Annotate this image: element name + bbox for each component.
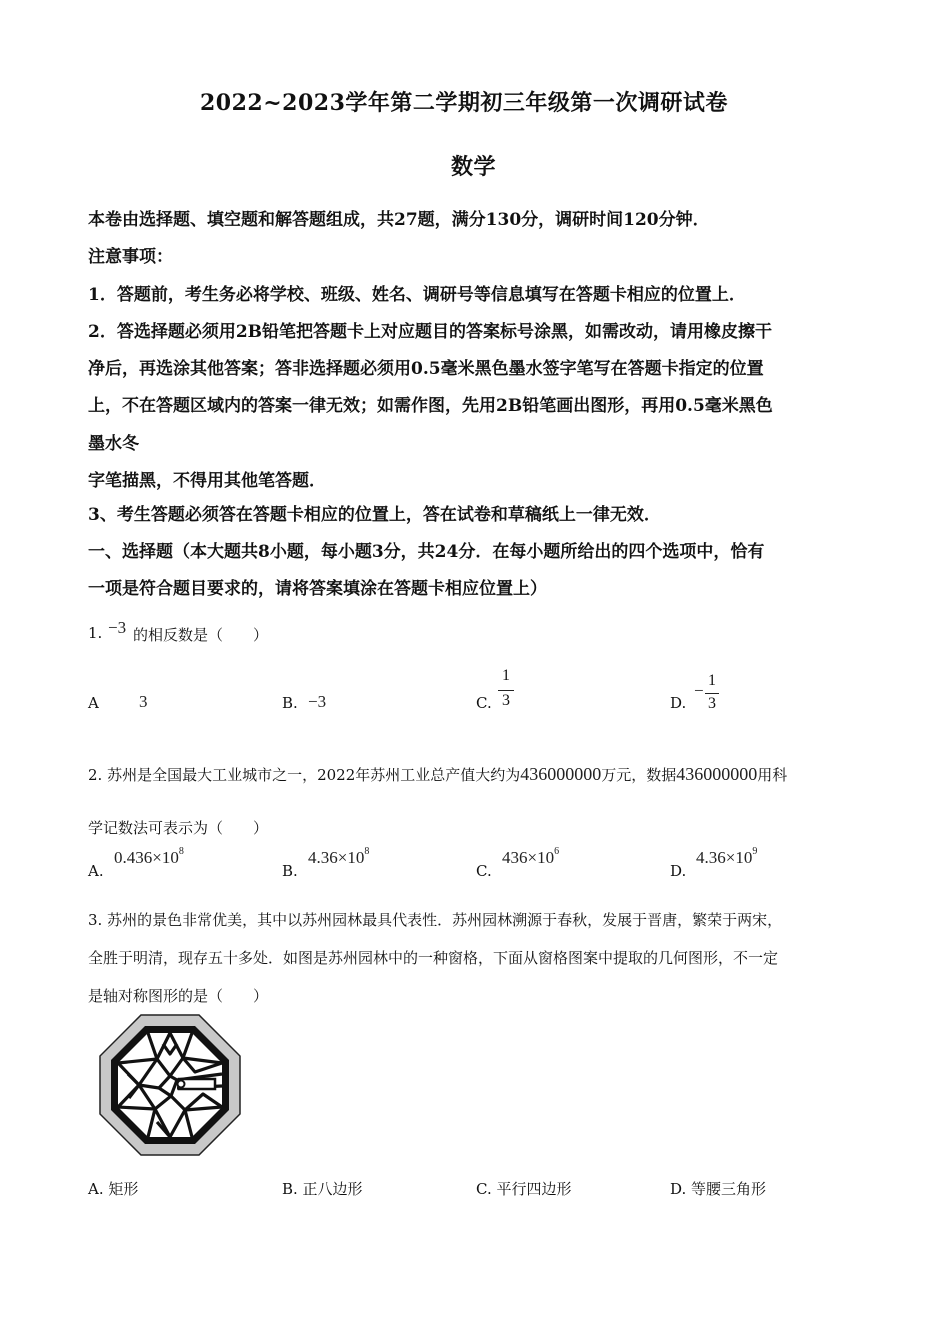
fraction-denominator: 3 bbox=[502, 692, 510, 709]
q3-option-b: B. 正八边形 bbox=[282, 1180, 363, 1198]
q2-text-b: 万元，数据 bbox=[601, 766, 677, 784]
q1-option-d-sign: − bbox=[694, 681, 704, 700]
q2-option-b-value bbox=[308, 848, 369, 868]
fraction-numerator: 1 bbox=[502, 667, 510, 684]
q1-option-a-label: A bbox=[88, 694, 99, 712]
fraction-numerator: 1 bbox=[708, 672, 716, 689]
q1-option-c-fraction bbox=[498, 667, 514, 713]
intro-text: 本卷由选择题、填空题和解答题组成，共27题，满分130分，调研时间120分钟． bbox=[88, 210, 710, 230]
q1-option-c-label: C. bbox=[476, 694, 492, 712]
fraction-bar bbox=[498, 690, 514, 691]
garden-window-lattice-figure bbox=[99, 1014, 241, 1156]
q1-text: 的相反数是（ ） bbox=[133, 626, 269, 644]
notice-item-1: 1．答题前，考生务必将学校、班级、姓名、调研号等信息填写在答题卡相应的位置上． bbox=[88, 285, 746, 305]
q2-option-a-label: A. bbox=[88, 862, 104, 880]
q3-option-d: D. 等腰三角形 bbox=[670, 1180, 767, 1198]
q2-text-c: 用科 bbox=[757, 766, 788, 784]
q2-option-d-label: D. bbox=[670, 862, 687, 880]
q2-option-c-label: C. bbox=[476, 862, 492, 880]
sci-exponent: 9 bbox=[752, 846, 758, 857]
lattice-circle bbox=[178, 1081, 185, 1088]
fraction-denominator: 3 bbox=[708, 695, 716, 712]
notice-title: 注意事项： bbox=[88, 247, 173, 267]
q2-option-d-value bbox=[696, 848, 757, 868]
sci-base: 436×10 bbox=[502, 848, 555, 867]
notice-item-2-line-2: 净后，再选涂其他答案；答非选择题必须用0.5毫米黑色墨水签字笔写在答题卡指定的位置 bbox=[88, 359, 764, 379]
q2-option-b-label: B. bbox=[282, 862, 298, 880]
notice-item-2-line-5: 字笔描黑，不得用其他笔答题． bbox=[88, 471, 326, 491]
notice-item-3: 3、考生答题必须答在答题卡相应的位置上，答在试卷和草稿纸上一律无效． bbox=[88, 505, 661, 525]
q1-option-b-label: B. bbox=[282, 694, 298, 712]
section-heading-line-2: 一项是符合题目要求的，请将答案填涂在答题卡相应位置上） bbox=[88, 579, 547, 599]
q1-option-a-value: 3 bbox=[139, 692, 148, 711]
q2-line-2: 学记数法可表示为（ ） bbox=[88, 819, 269, 837]
q1-option-b-value: −3 bbox=[308, 692, 327, 711]
q2-option-c-value bbox=[502, 848, 559, 868]
exam-title: 2022~2023学年第二学期初三年级第一次调研试卷 bbox=[200, 90, 728, 116]
q1-math: −3 bbox=[108, 618, 127, 637]
q2-line-1 bbox=[88, 764, 787, 785]
notice-item-2-line-3: 上，不在答题区域内的答案一律无效；如需作图，先用2B铅笔画出图形，再用0.5毫米黑色 bbox=[88, 396, 773, 416]
q2-number-1: 436000000 bbox=[520, 764, 602, 784]
notice-item-2-line-4: 墨水冬 bbox=[88, 434, 139, 454]
q2-text-a: 2. 苏州是全国最大工业城市之一，2022年苏州工业总产值大约为 bbox=[88, 766, 521, 784]
q1-number: 1. bbox=[88, 624, 103, 642]
sci-exponent: 8 bbox=[178, 846, 184, 857]
sci-base: 4.36×10 bbox=[696, 848, 753, 867]
q3-line-3: 是轴对称图形的是（ ） bbox=[88, 987, 269, 1005]
sci-exponent: 8 bbox=[364, 846, 370, 857]
q1-option-d-fraction bbox=[705, 672, 719, 716]
subject-title: 数学 bbox=[451, 154, 497, 180]
sci-exponent: 6 bbox=[554, 846, 560, 857]
notice-item-2-line-1: 2．答选择题必须用2B铅笔把答题卡上对应题目的答案标号涂黑，如需改动，请用橡皮擦干 bbox=[88, 322, 773, 342]
sci-base: 0.436×10 bbox=[114, 848, 179, 867]
q1-option-d-label: D. bbox=[670, 694, 687, 712]
section-heading-line-1: 一、选择题（本大题共8小题，每小题3分，共24分．在每小题所给出的四个选项中，恰有 bbox=[88, 542, 765, 562]
q2-option-a-value bbox=[114, 848, 184, 868]
sci-base: 4.36×10 bbox=[308, 848, 365, 867]
q3-line-2: 全胜于明清，现存五十多处．如图是苏州园林中的一种窗格，下面从窗格图案中提取的几何图形，不一定 bbox=[88, 949, 779, 967]
q2-number-2: 436000000 bbox=[676, 764, 758, 784]
fraction-bar bbox=[705, 693, 719, 694]
q3-option-a: A. 矩形 bbox=[88, 1180, 139, 1198]
q3-line-1: 3. 苏州的景色非常优美，其中以苏州园林最具代表性．苏州园林溯源于春秋，发展于晋唐，繁荣于两宋， bbox=[88, 911, 783, 929]
q3-option-c: C. 平行四边形 bbox=[476, 1180, 572, 1198]
